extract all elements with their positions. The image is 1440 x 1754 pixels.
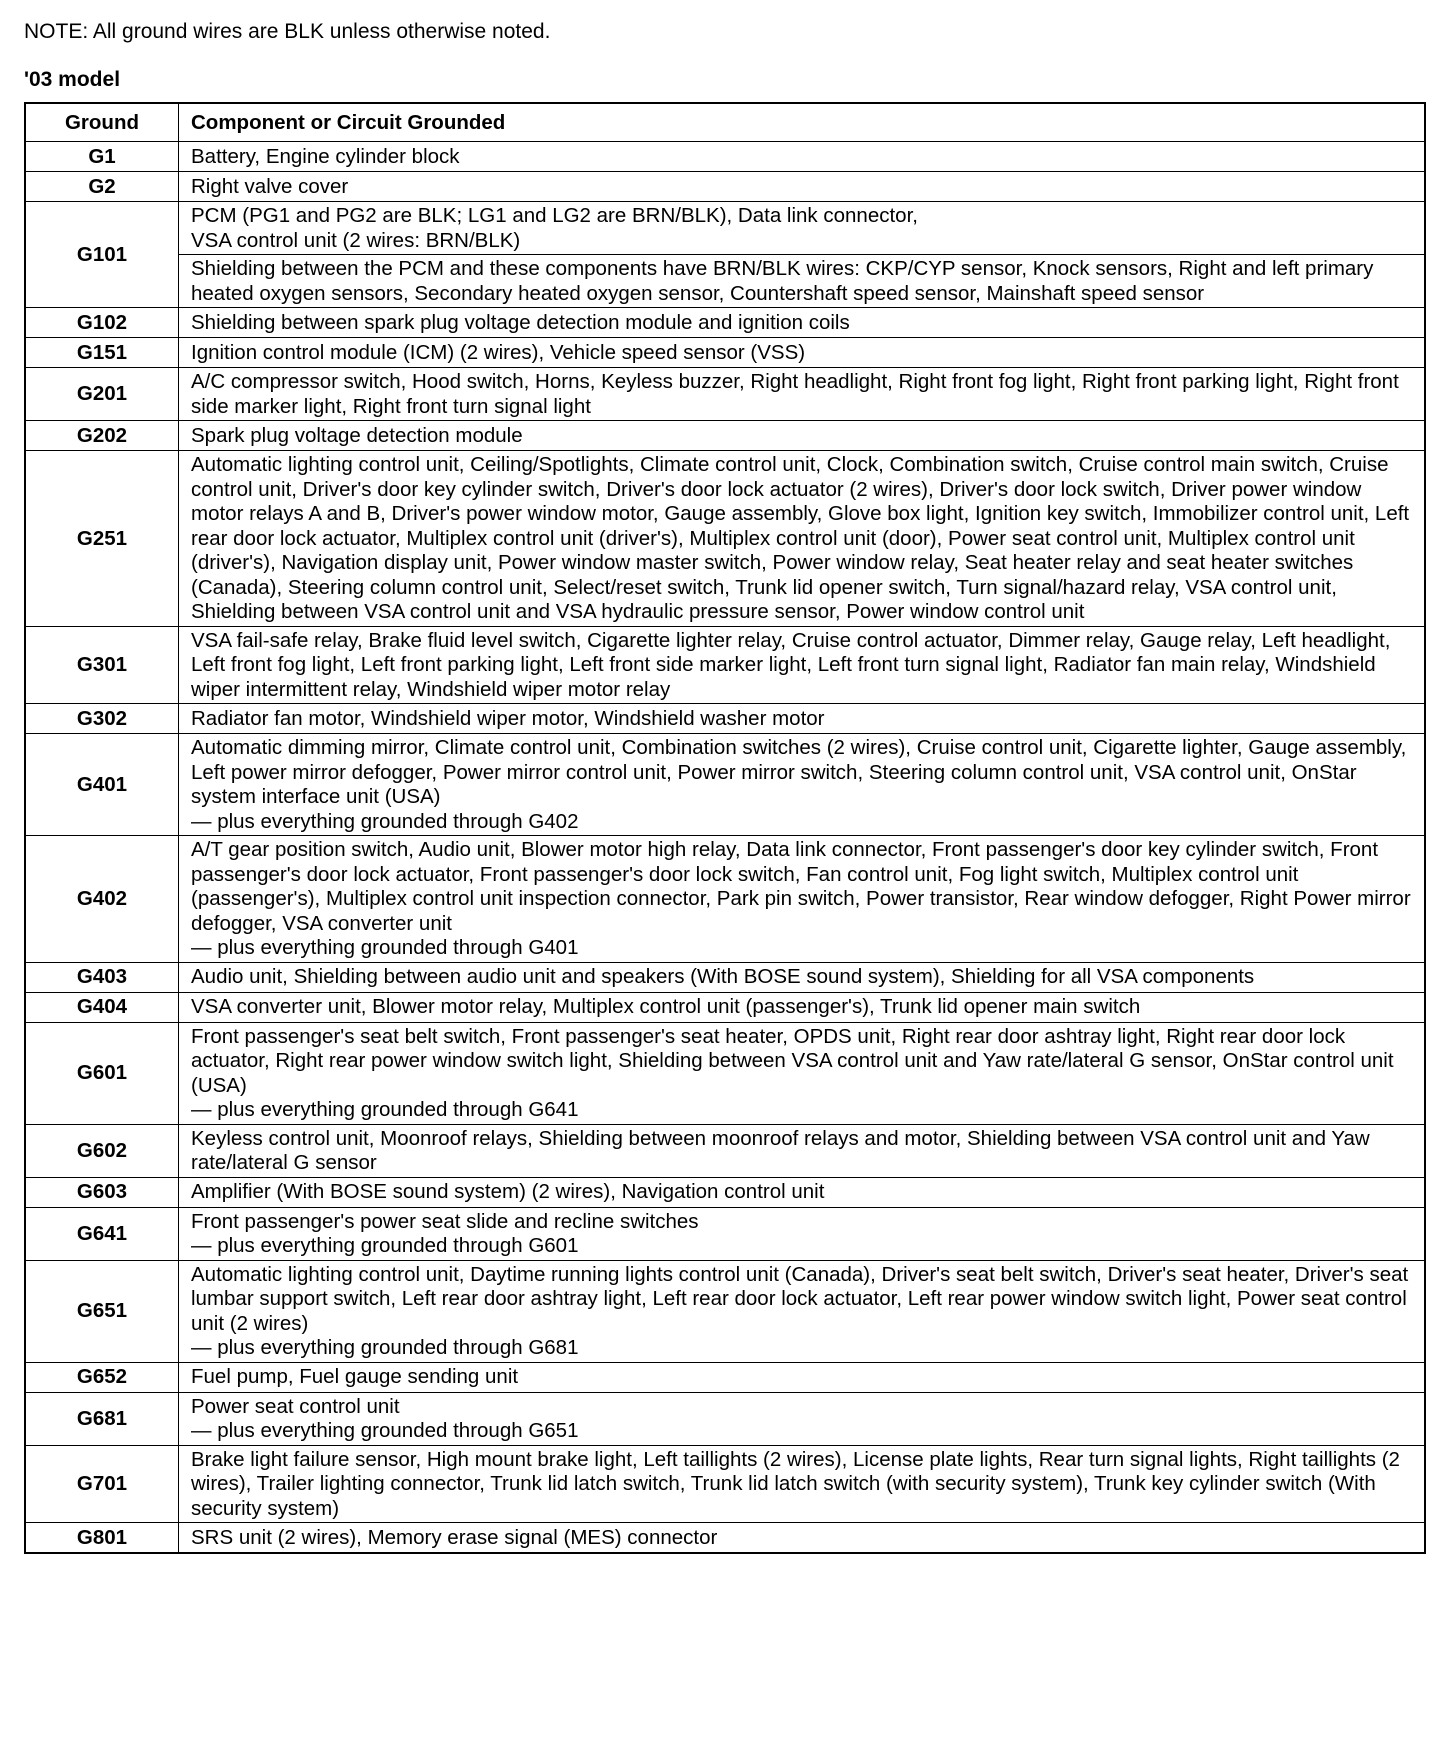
component-text: Audio unit, Shielding between audio unit and speakers (With BOSE sound system), Shielding for all VSA components <box>191 965 1255 989</box>
table-row <box>25 255 1425 308</box>
ground-id-cell: G402 <box>25 836 179 963</box>
table-row <box>25 1022 1425 1124</box>
ground-id-cell: G652 <box>25 1362 179 1392</box>
component-text: Keyless control unit, Moonroof relays, Shielding between moonroof relays and motor, Shielding between VSA control unit and Yaw rate/lateral G sensor <box>191 1126 1370 1174</box>
ground-id-cell: G102 <box>25 308 179 338</box>
component-text: A/C compressor switch, Hood switch, Horns, Keyless buzzer, Right headlight, Right front fog light, Right front parking light, Right front side marker light, Right front turn signal light <box>191 370 1399 418</box>
component-text: VSA fail-safe relay, Brake fluid level switch, Cigarette lighter relay, Cruise control actuator, Dimmer relay, Gauge relay, Left headlight, Left front fog light, Left front parking light, Left front side marker light, Left front turn signal light, Radiator fan main relay, Windshield wiper intermittent relay, Windshield wiper motor relay <box>191 628 1391 701</box>
ground-id-cell: G151 <box>25 338 179 368</box>
ground-id-cell: G302 <box>25 704 179 734</box>
table-row <box>25 1177 1425 1207</box>
component-text: Battery, Engine cylinder block <box>191 144 460 168</box>
ground-id-cell: G202 <box>25 421 179 451</box>
component-text: PCM (PG1 and PG2 are BLK; LG1 and LG2 are BRN/BLK), Data link connector, <box>191 204 918 227</box>
table-row <box>25 1260 1425 1362</box>
ground-id-cell: G603 <box>25 1177 179 1207</box>
table-row <box>25 734 1425 836</box>
component-cell <box>179 1445 1426 1523</box>
ground-table-body <box>25 142 1425 1553</box>
component-text: Ignition control module (ICM) (2 wires), Vehicle speed sensor (VSS) <box>191 340 806 364</box>
component-text: — plus everything grounded through G601 <box>191 1234 579 1257</box>
component-cell <box>179 836 1426 963</box>
ground-id-cell: G641 <box>25 1207 179 1260</box>
table-row <box>25 172 1425 202</box>
component-text: Fuel pump, Fuel gauge sending unit <box>191 1365 519 1389</box>
component-text: — plus everything grounded through G681 <box>191 1336 579 1359</box>
component-cell <box>179 1362 1426 1392</box>
table-row <box>25 421 1425 451</box>
ground-id-cell: G701 <box>25 1445 179 1523</box>
ground-wire-note: NOTE: All ground wires are BLK unless otherwise noted. <box>24 20 551 43</box>
component-cell <box>179 1207 1426 1260</box>
ground-table <box>24 102 1426 1554</box>
component-cell <box>179 368 1426 421</box>
ground-id-cell: G681 <box>25 1392 179 1445</box>
model-year-heading: '03 model <box>24 68 121 91</box>
component-cell <box>179 172 1426 202</box>
table-row <box>25 142 1425 172</box>
table-row <box>25 626 1425 704</box>
table-row <box>25 202 1425 255</box>
table-row <box>25 368 1425 421</box>
ground-id-cell: G801 <box>25 1523 179 1553</box>
ground-id-cell: G401 <box>25 734 179 836</box>
component-cell <box>179 704 1426 734</box>
component-text: Automatic dimming mirror, Climate control unit, Combination switches (2 wires), Cruise control unit, Cigarette lighter, Gauge assembly, Left power mirror defogger, Power mirror control unit, Power mirror switch, Steering column control unit, VSA control unit, OnStar system interface unit (USA) <box>191 736 1407 808</box>
component-cell <box>179 1260 1426 1362</box>
table-row <box>25 451 1425 627</box>
ground-id-cell: G601 <box>25 1022 179 1124</box>
component-cell <box>179 421 1426 451</box>
table-row <box>25 836 1425 963</box>
ground-id-cell: G301 <box>25 626 179 704</box>
table-row <box>25 1445 1425 1523</box>
component-text: Shielding between spark plug voltage detection module and ignition coils <box>191 310 850 334</box>
table-row <box>25 962 1425 992</box>
component-cell <box>179 202 1426 255</box>
component-text: Front passenger's seat belt switch, Front passenger's seat heater, OPDS unit, Right rear door ashtray light, Right rear door lock actuator, Right rear power window switch light, Shielding between VSA control unit and Yaw rate/lateral G sensor, OnStar control unit (USA) <box>191 1024 1394 1097</box>
component-text: Radiator fan motor, Windshield wiper motor, Windshield washer motor <box>191 706 825 730</box>
component-text: Shielding between the PCM and these components have BRN/BLK wires: CKP/CYP sensor, Knock sensors, Right and left primary heated oxygen sensors, Secondary heated oxygen sensor, Countershaft speed sensor, Mainshaft speed sensor <box>191 257 1374 305</box>
component-text: Power seat control unit <box>191 1394 400 1418</box>
ground-id-cell: G1 <box>25 142 179 172</box>
component-text: SRS unit (2 wires), Memory erase signal (MES) connector <box>191 1525 718 1549</box>
table-row <box>25 1392 1425 1445</box>
component-cell <box>179 142 1426 172</box>
ground-column-header: Ground <box>25 103 179 142</box>
table-row <box>25 338 1425 368</box>
ground-id-cell: G2 <box>25 172 179 202</box>
table-row <box>25 1523 1425 1553</box>
ground-id-cell: G251 <box>25 451 179 627</box>
component-text: Amplifier (With BOSE sound system) (2 wires), Navigation control unit <box>191 1180 825 1204</box>
component-text: Right valve cover <box>191 174 349 198</box>
component-text: A/T gear position switch, Audio unit, Blower motor high relay, Data link connector, Front passenger's door key cylinder switch, Front passenger's door lock actuator, Front passenger's door lock switch, Fan control unit, Fog light switch, Multiplex control unit (passenger's), Multiplex control unit inspection connector, Park pin switch, Power transistor, Rear window defogger, Right Power mirror defogger, VSA converter unit <box>191 838 1411 935</box>
component-cell <box>179 1523 1426 1553</box>
component-text: Front passenger's power seat slide and recline switches <box>191 1209 699 1233</box>
ground-id-cell: G201 <box>25 368 179 421</box>
ground-id-cell: G651 <box>25 1260 179 1362</box>
component-text: Automatic lighting control unit, Ceiling/Spotlights, Climate control unit, Clock, Combination switch, Cruise control main switch, Cruise control unit, Driver's door key cylinder switch, Driver's door lock actuator (2 wires), Driver's door lock switch, Driver power window motor relays A and B, Driver's power window motor, Gauge assembly, Glove box light, Ignition key switch, Immobilizer control unit, Left rear door lock actuator, Multiplex control unit (driver's), Multiplex control unit (door), Power seat control unit, Multiplex control unit (driver's), Navigation display unit, Power window master switch, Power window relay, Seat heater relay and seat heater switches (Canada), Steering column control unit, Select/reset switch, Trunk lid opener switch, Turn signal/hazard relay, VSA control unit, Shielding between VSA control unit and VSA hydraulic pressure sensor, Power window control unit <box>191 453 1410 623</box>
ground-id-cell: G101 <box>25 202 179 308</box>
table-row <box>25 308 1425 338</box>
header-row <box>25 103 1425 142</box>
component-column-header: Component or Circuit Grounded <box>179 103 1426 142</box>
component-cell <box>179 734 1426 836</box>
table-row <box>25 704 1425 734</box>
component-cell <box>179 626 1426 704</box>
component-text: — plus everything grounded through G402 <box>191 809 579 833</box>
component-text: VSA converter unit, Blower motor relay, Multiplex control unit (passenger's), Trunk lid opener main switch <box>191 995 1141 1019</box>
component-text: — plus everything grounded through G651 <box>191 1419 579 1442</box>
ground-id-cell: G602 <box>25 1124 179 1177</box>
component-cell <box>179 992 1426 1022</box>
component-cell <box>179 962 1426 992</box>
component-cell <box>179 1022 1426 1124</box>
component-text: VSA control unit (2 wires: BRN/BLK) <box>191 228 521 252</box>
component-text: — plus everything grounded through G641 <box>191 1098 579 1121</box>
component-cell <box>179 451 1426 627</box>
component-text: — plus everything grounded through G401 <box>191 936 579 959</box>
component-cell <box>179 1124 1426 1177</box>
component-text: Automatic lighting control unit, Daytime running lights control unit (Canada), Driver's seat belt switch, Driver's seat heater, Driver's seat lumbar support switch, Left rear door ashtray light, Left rear door lock actuator, Left rear power window switch light, Power seat control unit (2 wires) <box>191 1262 1409 1335</box>
ground-id-cell: G403 <box>25 962 179 992</box>
table-row <box>25 1124 1425 1177</box>
component-text: Brake light failure sensor, High mount brake light, Left taillights (2 wires), License plate lights, Rear turn signal lights, Right taillights (2 wires), Trailer lighting connector, Trunk lid latch switch, Trunk lid latch switch (with security system), Trunk key cylinder switch (With security system) <box>191 1447 1400 1520</box>
component-cell <box>179 1177 1426 1207</box>
component-cell <box>179 308 1426 338</box>
table-row <box>25 1362 1425 1392</box>
component-cell <box>179 1392 1426 1445</box>
table-row <box>25 992 1425 1022</box>
ground-id-cell: G404 <box>25 992 179 1022</box>
table-row <box>25 1207 1425 1260</box>
component-cell <box>179 255 1426 308</box>
component-cell <box>179 338 1426 368</box>
component-text: Spark plug voltage detection module <box>191 423 523 447</box>
document-page <box>24 18 1424 1554</box>
